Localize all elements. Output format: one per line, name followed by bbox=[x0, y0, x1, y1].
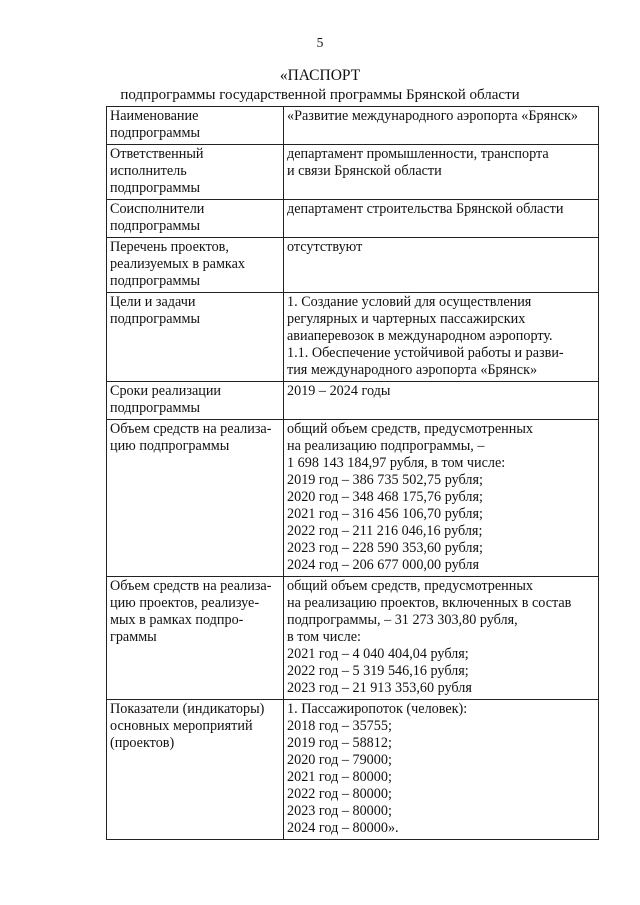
label-line: подпрограммы bbox=[110, 180, 200, 196]
document-subtitle: подпрограммы государственной программы Брянской области bbox=[120, 87, 520, 103]
label-line: исполнитель bbox=[110, 163, 187, 179]
value-line: общий объем средств, предусмотренных bbox=[287, 578, 533, 594]
row-label bbox=[107, 145, 284, 200]
label-line: (проектов) bbox=[110, 735, 175, 751]
row-value bbox=[284, 382, 599, 420]
value-line: 2023 год – 21 913 353,60 рубля bbox=[287, 680, 472, 696]
label-line: Перечень проектов, bbox=[110, 239, 229, 255]
value-line: 2023 год – 80000; bbox=[287, 803, 392, 819]
row-label bbox=[107, 293, 284, 382]
value-line: и связи Брянской области bbox=[287, 163, 442, 179]
value-line: 2019 – 2024 годы bbox=[287, 383, 391, 399]
table-row bbox=[107, 200, 599, 238]
row-value bbox=[284, 700, 599, 840]
value-line: 2022 год – 5 319 546,16 рубля; bbox=[287, 663, 469, 679]
value-line: отсутствуют bbox=[287, 239, 363, 255]
label-line: Сроки реализации bbox=[110, 383, 222, 399]
label-line: Ответственный bbox=[110, 146, 204, 162]
passport-table bbox=[106, 106, 599, 840]
table-row bbox=[107, 145, 599, 200]
label-line: основных мероприятий bbox=[110, 718, 253, 734]
label-line: цию проектов, реализуе- bbox=[110, 595, 260, 611]
value-line: департамент промышленности, транспорта bbox=[287, 146, 549, 162]
value-line: 1. Создание условий для осуществления bbox=[287, 294, 532, 310]
value-line: 1.1. Обеспечение устойчивой работы и разви- bbox=[287, 345, 564, 361]
value-line: 2021 год – 80000; bbox=[287, 769, 392, 785]
value-line: 2018 год – 35755; bbox=[287, 718, 392, 734]
value-line: 2020 год – 348 468 175,76 рубля; bbox=[287, 489, 483, 505]
value-line: на реализацию проектов, включенных в состав bbox=[287, 595, 572, 611]
label-line: подпрограммы bbox=[110, 273, 200, 289]
table-row bbox=[107, 382, 599, 420]
label-line: Объем средств на реализа- bbox=[110, 578, 272, 594]
label-line: Наименование bbox=[110, 108, 199, 124]
value-line: «Развитие международного аэропорта «Брянск» bbox=[287, 108, 579, 124]
value-line: 1 698 143 184,97 рубля, в том числе: bbox=[287, 455, 506, 471]
label-line: Показатели (индикаторы) bbox=[110, 701, 265, 717]
row-label bbox=[107, 577, 284, 700]
table-row bbox=[107, 420, 599, 577]
row-value bbox=[284, 200, 599, 238]
label-line: Соисполнители bbox=[110, 201, 205, 217]
table-row bbox=[107, 577, 599, 700]
row-label bbox=[107, 200, 284, 238]
value-line: авиаперевозок в международном аэропорту. bbox=[287, 328, 553, 344]
page-number: 5 bbox=[316, 35, 324, 50]
value-line: на реализацию подпрограммы, – bbox=[287, 438, 485, 454]
label-line: подпрограммы bbox=[110, 218, 200, 234]
label-line: подпрограммы bbox=[110, 311, 200, 327]
label-line: реализуемых в рамках bbox=[110, 256, 246, 272]
row-label bbox=[107, 238, 284, 293]
value-line: регулярных и чартерных пассажирских bbox=[287, 311, 526, 327]
table-row bbox=[107, 700, 599, 840]
value-line: 1. Пассажиропоток (человек): bbox=[287, 701, 468, 717]
value-line: тия международного аэропорта «Брянск» bbox=[287, 362, 538, 378]
value-line: 2024 год – 206 677 000,00 рубля bbox=[287, 557, 479, 573]
row-value bbox=[284, 107, 599, 145]
value-line: 2022 год – 80000; bbox=[287, 786, 392, 802]
label-line: граммы bbox=[110, 629, 157, 645]
label-line: Объем средств на реализа- bbox=[110, 421, 272, 437]
label-line: мых в рамках подпро- bbox=[110, 612, 244, 628]
label-line: цию подпрограммы bbox=[110, 438, 230, 454]
row-value bbox=[284, 420, 599, 577]
row-value bbox=[284, 293, 599, 382]
value-line: 2021 год – 316 456 106,70 рубля; bbox=[287, 506, 483, 522]
value-line: в том числе: bbox=[287, 629, 361, 645]
row-label bbox=[107, 420, 284, 577]
value-line: департамент строительства Брянской области bbox=[287, 201, 564, 217]
row-label bbox=[107, 700, 284, 840]
value-line: общий объем средств, предусмотренных bbox=[287, 421, 533, 437]
value-line: 2021 год – 4 040 404,04 рубля; bbox=[287, 646, 469, 662]
row-value bbox=[284, 238, 599, 293]
label-line: подпрограммы bbox=[110, 125, 200, 141]
value-line: 2019 год – 386 735 502,75 рубля; bbox=[287, 472, 483, 488]
row-value bbox=[284, 577, 599, 700]
table-row bbox=[107, 293, 599, 382]
label-line: Цели и задачи bbox=[110, 294, 196, 310]
row-label bbox=[107, 382, 284, 420]
value-line: 2020 год – 79000; bbox=[287, 752, 392, 768]
value-line: 2022 год – 211 216 046,16 рубля; bbox=[287, 523, 483, 539]
value-line: 2024 год – 80000». bbox=[287, 820, 399, 836]
row-label bbox=[107, 107, 284, 145]
value-line: 2023 год – 228 590 353,60 рубля; bbox=[287, 540, 483, 556]
row-value bbox=[284, 145, 599, 200]
value-line: подпрограммы, – 31 273 303,80 рубля, bbox=[287, 612, 518, 628]
table-row bbox=[107, 238, 599, 293]
label-line: подпрограммы bbox=[110, 400, 200, 416]
document-title: «ПАСПОРТ bbox=[279, 67, 361, 84]
table-row bbox=[107, 107, 599, 145]
value-line: 2019 год – 58812; bbox=[287, 735, 392, 751]
